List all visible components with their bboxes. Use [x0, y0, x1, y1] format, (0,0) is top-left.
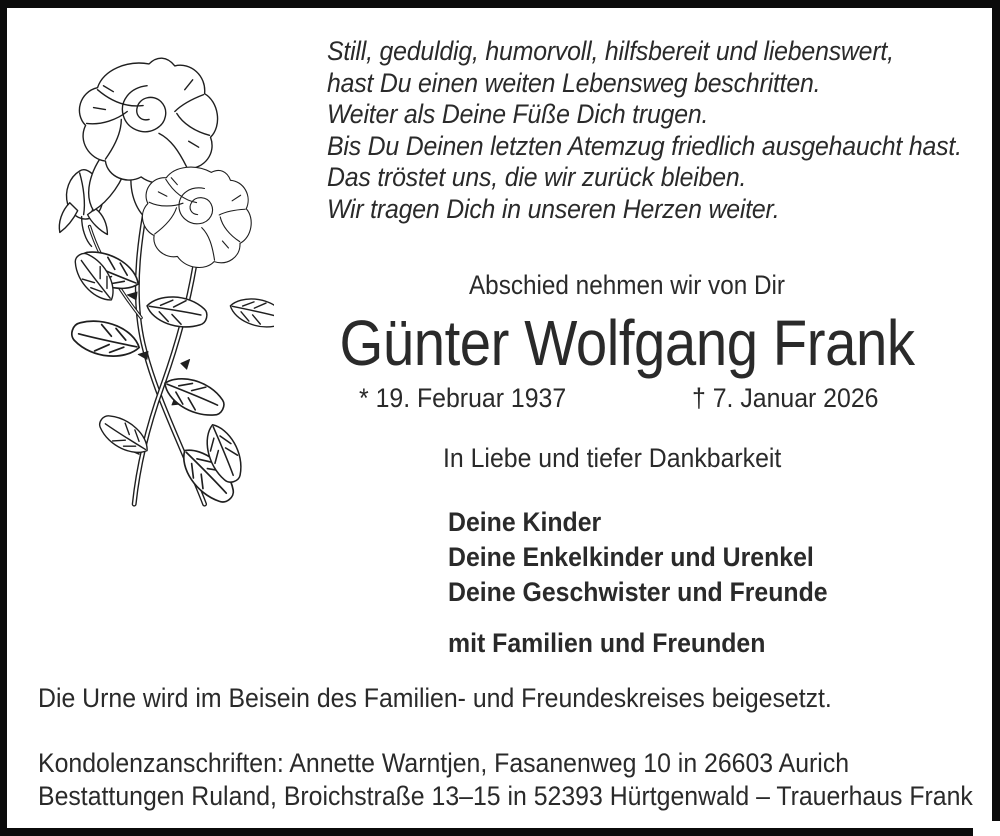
poem-line: Wir tragen Dich in unseren Herzen weiter. — [327, 193, 780, 224]
condolence-address-line: Kondolenzanschriften: Annette Warntjen, Fasanenweg 10 in 26603 Aurich — [38, 748, 850, 778]
farewell-line: Abschied nehmen wir von Dir — [468, 270, 786, 300]
mourner-line: Deine Kinder — [448, 507, 602, 537]
poem-line: Bis Du Deinen letzten Atemzug friedlich ausgehaucht hast. — [327, 130, 962, 161]
mourners-block — [448, 505, 828, 610]
footer-block — [38, 747, 973, 813]
tribute-line: In Liebe und tiefer Dankbarkeit — [443, 443, 782, 473]
poem-block — [327, 36, 971, 225]
clipping-border-bottom — [0, 828, 973, 836]
burial-note: Die Urne wird im Beisein des Familien- und Freundeskreises beigesetzt. — [38, 683, 832, 713]
rose-illustration — [36, 56, 274, 517]
mourner-line: Deine Enkelkinder und Urenkel — [448, 542, 814, 572]
poem-line: Weiter als Deine Füße Dich trugen. — [327, 99, 709, 129]
funeral-home-line: Bestattungen Ruland, Broichstraße 13–15 in 52393 Hürtgenwald – Trauerhaus Frank — [38, 781, 973, 811]
clipping-border-left — [0, 0, 7, 836]
clipping-border-right — [992, 0, 1000, 821]
poem-line: Das tröstet uns, die wir zurück bleiben. — [327, 162, 747, 192]
clipping-border-top — [0, 0, 1000, 8]
mourners-closing-line: mit Familien und Freunden — [448, 628, 766, 658]
birth-date: * 19. Februar 1937 — [359, 383, 567, 413]
death-date: † 7. Januar 2026 — [692, 383, 879, 413]
deceased-name: Günter Wolfgang Frank — [339, 307, 915, 379]
poem-line: hast Du einen weiten Lebensweg beschritten. — [327, 67, 821, 98]
mourner-line: Deine Geschwister und Freunde — [448, 577, 828, 607]
poem-line: Still, geduldig, humorvoll, hilfsbereit und liebenswert, — [327, 36, 894, 66]
